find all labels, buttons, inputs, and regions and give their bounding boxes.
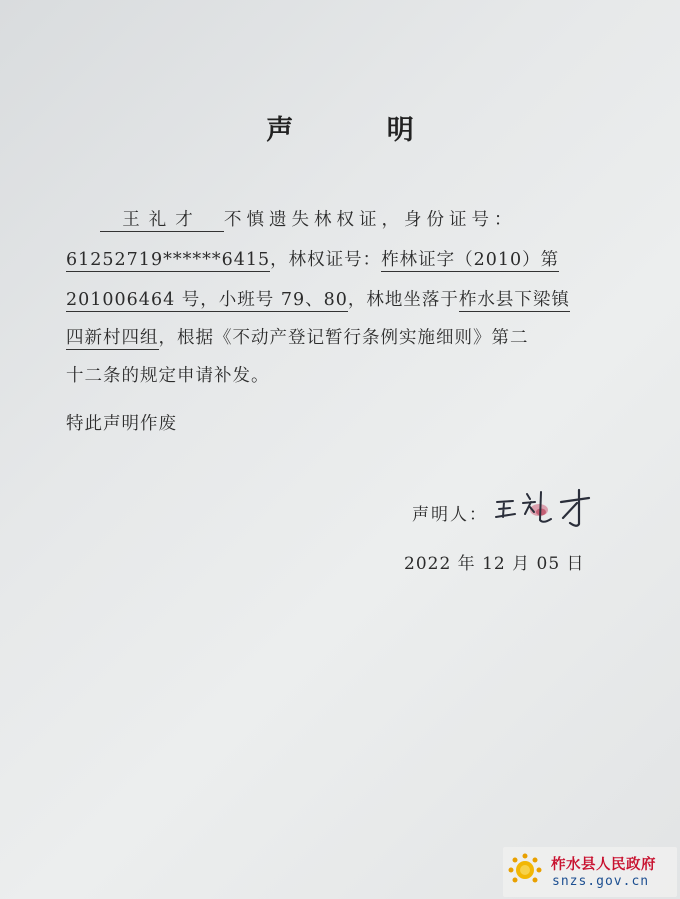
- body-text-4: ，根据《不动产登记暂行条例实施细则》第二: [158, 328, 529, 348]
- watermark-badge: [503, 847, 677, 897]
- body-text-2: ，林权证号：: [270, 250, 382, 270]
- body-line-1: [66, 206, 517, 232]
- declaration-date: 2022 年 12 月 05 日: [404, 554, 585, 574]
- page-title: 声 明: [266, 115, 456, 146]
- declarant-name: 王礼才: [100, 206, 224, 232]
- body-text-3: ，林地坐落于: [347, 290, 459, 310]
- cert-number: 201006464 号，小班号 79、80: [66, 290, 348, 310]
- body-text-5: 十二条的规定申请补发。: [66, 366, 270, 386]
- declarant-label: 声明人：: [412, 505, 488, 525]
- void-statement: 特此声明作废: [66, 414, 177, 434]
- handwritten-signature: [493, 486, 603, 532]
- body-line-2: [66, 246, 559, 271]
- location-part-2: 四新村四组: [66, 328, 159, 348]
- sun-logo-icon: [507, 850, 543, 886]
- body-text-1: 不慎遗失林权证，身份证号：: [224, 210, 517, 230]
- location-part-1: 柞水县下梁镇: [458, 290, 570, 310]
- id-number: 61252719******6415: [66, 250, 271, 270]
- watermark-name: 柞水县人民政府: [551, 856, 656, 873]
- watermark-url: snzs.gov.cn: [552, 874, 650, 889]
- body-line-4: [66, 324, 529, 349]
- body-line-3: [66, 286, 570, 311]
- cert-prefix: 柞林证字（2010）第: [381, 250, 560, 270]
- body-line-5: [66, 362, 270, 387]
